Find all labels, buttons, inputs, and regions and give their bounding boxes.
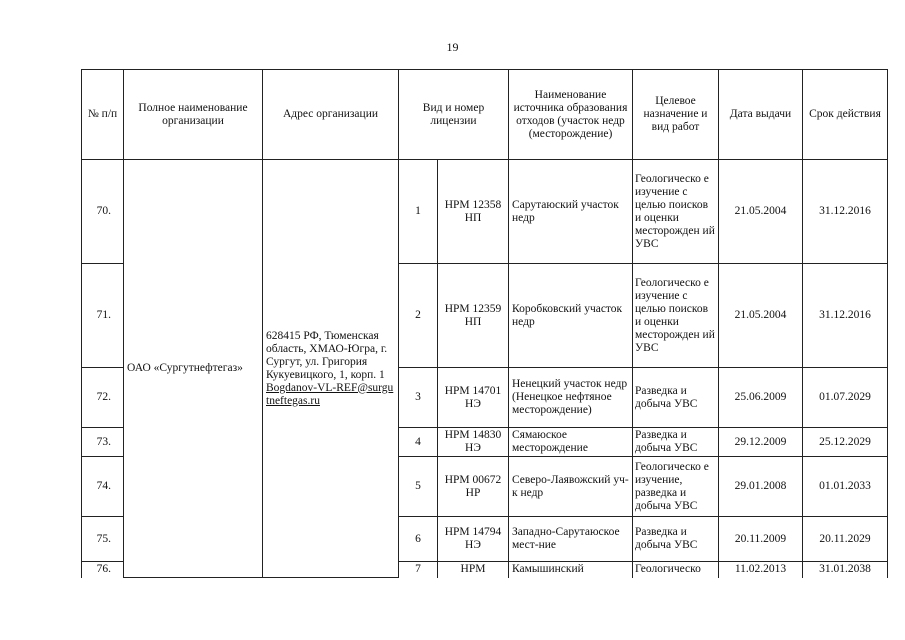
license-index: 4 — [399, 428, 438, 457]
header-validity: Срок действия — [803, 70, 888, 160]
validity-date: 31.12.2016 — [803, 264, 888, 368]
license-index: 5 — [399, 457, 438, 517]
issue-date: 29.12.2009 — [719, 428, 803, 457]
row-number: 70. — [82, 160, 124, 264]
header-address: Адрес организации — [263, 70, 399, 160]
row-number: 71. — [82, 264, 124, 368]
address-email: Bogdanov-VL-REF@surgutneftegas.ru — [266, 381, 394, 407]
purpose: Геологическо е изучение с целью поисков и оценки месторожден ий УВС — [633, 160, 719, 264]
address-text: 628415 РФ, Тюменская область, ХМАО-Югра, г. Сургут, ул. Григория Кукуевицкого, 1, корп. 1 — [266, 329, 388, 381]
validity-date: 25.12.2029 — [803, 428, 888, 457]
license-number: НРМ 00672 НР — [438, 457, 509, 517]
purpose: Геологическо е изучение, разведка и добыча УВС — [633, 457, 719, 517]
row-number: 74. — [82, 457, 124, 517]
validity-date: 20.11.2029 — [803, 517, 888, 562]
row-number: 76. — [82, 562, 124, 578]
header-license: Вид и номер лицензии — [399, 70, 509, 160]
source-name: Сарутаюский участок недр — [509, 160, 633, 264]
purpose: Геологическо е изучение с целью поисков и оценки месторожден ий УВС — [633, 264, 719, 368]
license-number: НРМ 14794 НЭ — [438, 517, 509, 562]
license-number: НРМ 14830 НЭ — [438, 428, 509, 457]
issue-date: 11.02.2013 — [719, 562, 803, 578]
purpose: Разведка и добыча УВС — [633, 428, 719, 457]
issue-date: 21.05.2004 — [719, 160, 803, 264]
organization-name: ОАО «Сургутнефтегаз» — [124, 160, 263, 578]
source-name: Ненецкий участок недр (Ненецкое нефтяное месторождение) — [509, 368, 633, 428]
license-index: 6 — [399, 517, 438, 562]
license-index: 7 — [399, 562, 438, 578]
validity-date: 01.01.2033 — [803, 457, 888, 517]
license-number: НРМ — [438, 562, 509, 578]
issue-date: 20.11.2009 — [719, 517, 803, 562]
license-index: 2 — [399, 264, 438, 368]
license-table — [81, 69, 888, 578]
row-number: 73. — [82, 428, 124, 457]
header-num: № п/п — [82, 70, 124, 160]
license-index: 1 — [399, 160, 438, 264]
purpose: Разведка и добыча УВС — [633, 368, 719, 428]
issue-date: 29.01.2008 — [719, 457, 803, 517]
license-number: НРМ 12358 НП — [438, 160, 509, 264]
validity-date: 31.12.2016 — [803, 160, 888, 264]
license-index: 3 — [399, 368, 438, 428]
header-issue-date: Дата выдачи — [719, 70, 803, 160]
header-source: Наименование источника образования отходов (участок недр (месторождение) — [509, 70, 633, 160]
row-number: 72. — [82, 368, 124, 428]
license-number: НРМ 12359 НП — [438, 264, 509, 368]
source-name: Камышинский — [509, 562, 633, 578]
source-name: Сямаюское месторождение — [509, 428, 633, 457]
row-number: 75. — [82, 517, 124, 562]
header-org-name: Полное наименование организации — [124, 70, 263, 160]
page-number: 19 — [446, 40, 459, 54]
validity-date: 01.07.2029 — [803, 368, 888, 428]
purpose: Разведка и добыча УВС — [633, 517, 719, 562]
organization-address — [263, 160, 399, 578]
source-name: Западно-Сарутаюское мест-ние — [509, 517, 633, 562]
header-row — [82, 70, 888, 160]
issue-date: 21.05.2004 — [719, 264, 803, 368]
validity-date: 31.01.2038 — [803, 562, 888, 578]
license-number: НРМ 14701 НЭ — [438, 368, 509, 428]
source-name: Коробковский участок недр — [509, 264, 633, 368]
table-row — [82, 160, 888, 264]
purpose: Геологическо — [633, 562, 719, 578]
source-name: Северо-Лаявожский уч-к недр — [509, 457, 633, 517]
header-purpose: Целевое назначение и вид работ — [633, 70, 719, 160]
issue-date: 25.06.2009 — [719, 368, 803, 428]
